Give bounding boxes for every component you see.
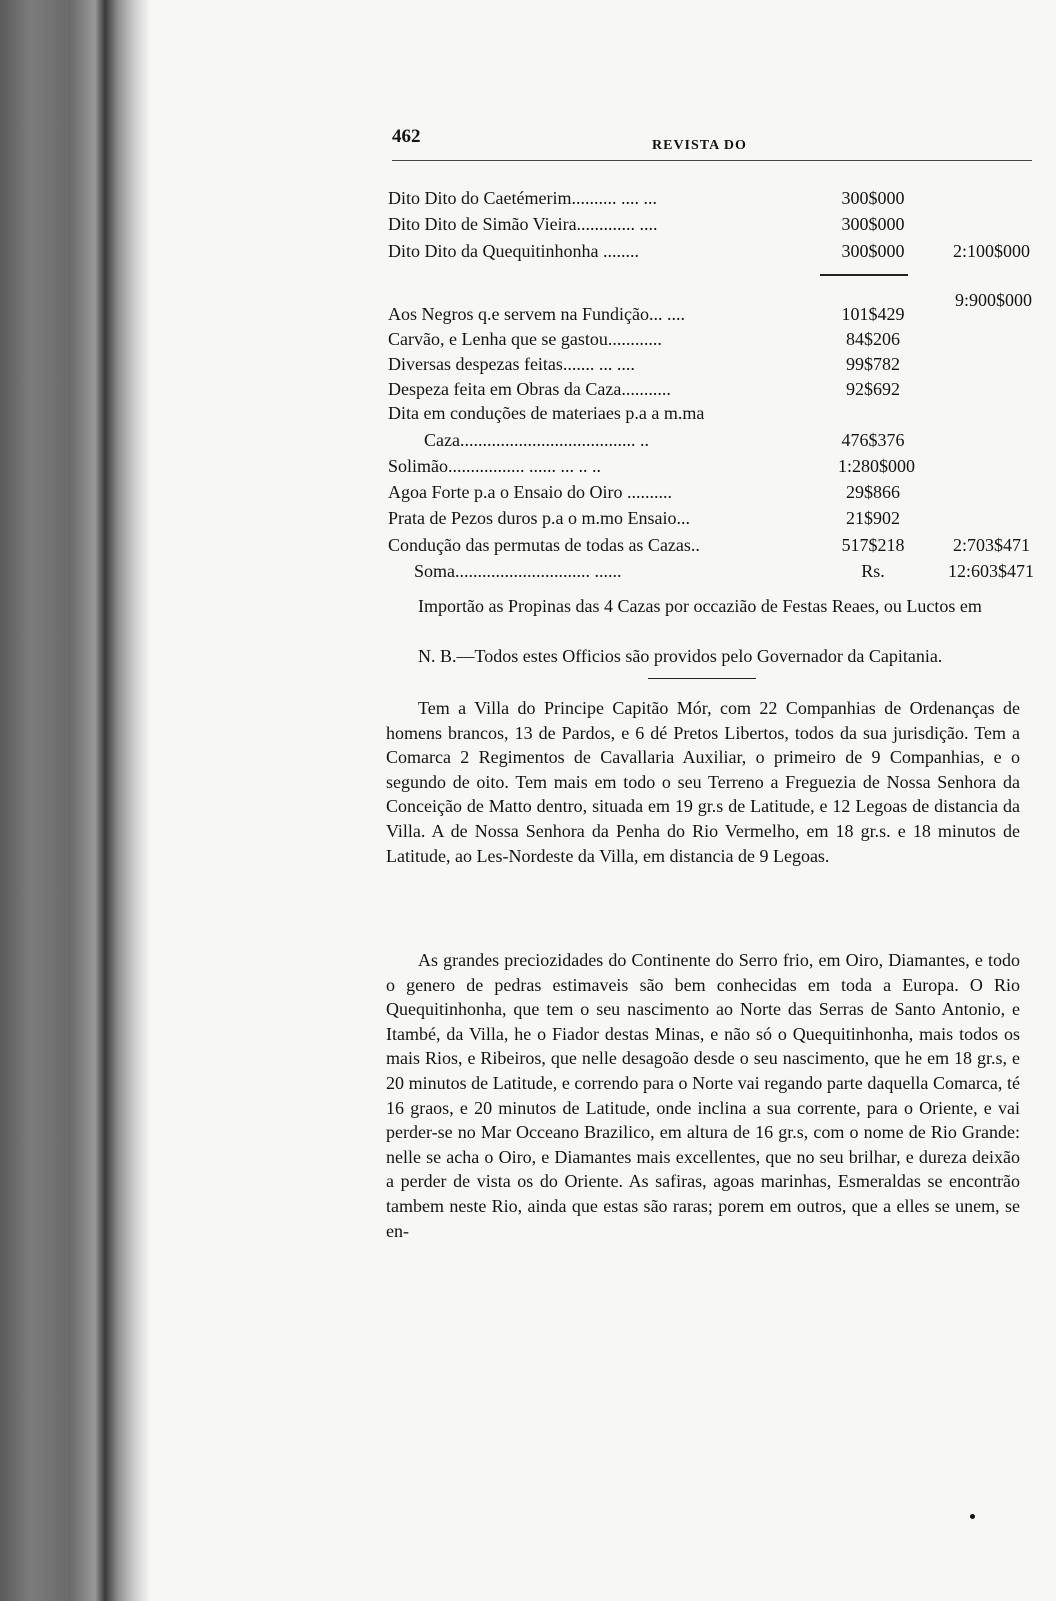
sum-currency: Rs.: [861, 561, 885, 581]
page-number: 462: [392, 126, 421, 147]
row-subtotal: 2:100$000: [952, 241, 1030, 261]
row-amount: 300$000: [841, 214, 905, 234]
row-label: Diversas despezas feitas....... ... ....: [388, 354, 635, 374]
row-amount: 476$376: [841, 430, 905, 450]
row-amount: 517$218: [841, 535, 905, 555]
row-label: Aos Negros q.e servem na Fundição... ....: [388, 304, 685, 324]
account-row: [388, 327, 1028, 351]
row-label: Condução das permutas de todas as Cazas..: [388, 535, 700, 555]
row-amount: 300$000: [841, 188, 905, 208]
sum-row: [388, 559, 1035, 583]
section-separator: [648, 678, 756, 679]
paragraph-propinas: Importão as Propinas das 4 Cazas por occazião de Festas Reaes, ou Luctos em: [418, 596, 982, 616]
row-amount: 21$902: [846, 508, 900, 528]
row-label: Dito Dito do Caetémerim.......... .... ...: [388, 188, 657, 208]
ink-speck: [970, 1514, 975, 1519]
row-amount: 300$000: [841, 241, 905, 261]
row-label: Solimão................. ...... ... .. ..: [388, 456, 602, 476]
row-subtotal: 2:703$471: [952, 535, 1030, 555]
row-label: Dito Dito da Quequitinhonha ........: [388, 241, 639, 261]
row-label: Carvão, e Lenha que se gastou............: [388, 329, 662, 349]
paragraph-preciozidades: As grandes preciozidades do Continente do Serro frio, em Oiro, Diamantes, e todo o genero de pedras estimaveis são bem conhecidas em toda a Europa. O Rio Quequitinhonha, que tem o seu nascimento ao Norte das Serras de Santo Antonio, e Itambé, da Villa, he o Fiador destas Minas, e não só o Quequitinhonha, mais todos os mais Rios, e Ribeiros, que nelle desagoão desde o seu nascimento, que he em 18 gr.s, e 20 minutos de Latitude, e correndo para o Norte vai regando parte daquella Comarca, té 16 graos, e 20 minutos de Latitude, onde inclina a sua corrente, para o Oriente, e vai perder-se no Mar Occeano Brazilico, em altura de 16 gr.s, com o nome de Rio Grande: nelle se acha o Oiro, e Diamantes mais excellentes, que no seu brilhar, e dureza deixão a perder de vista os do Oriente. As safiras, agoas marinhas, Esmeraldas se encontrão tambem neste Rio, ainda que estas são raras; porem em outros, que a elles se unem, se en-: [386, 950, 1020, 1241]
account-row: [388, 506, 1028, 530]
row-label: Dita em conduções de materiaes p.a a m.ma: [388, 403, 705, 423]
account-row: [388, 377, 1028, 401]
sum-total: 12:603$471: [948, 561, 1035, 581]
row-amount: 101$429: [841, 304, 905, 324]
paragraph-nota: N. B.—Todos estes Officios são providos pelo Governador da Capitania.: [418, 646, 943, 666]
row-label: Dito Dito de Simão Vieira............. ....: [388, 214, 658, 234]
paragraph-villa: Tem a Villa do Principe Capitão Mór, com 22 Companhias de Ordenanças de homens brancos, 13 de Pardos, e 6 dé Pretos Libertos, todos da sua jurisdição. Tem a Comarca 2 Regimentos de Cavallaria Auxiliar, o primeiro de 9 Companhias, e o segundo de oito. Tem mais em todo o seu Terreno a Freguezia de Nossa Senhora da Conceição de Matto dentro, situada em 19 gr.s de Latitude, e 12 Legoas de distancia da Villa. A de Nossa Senhora da Penha do Rio Vermelho, em 18 gr.s. e 18 minutos de Latitude, ao Les-Nordeste da Villa, em distancia de 9 Legoas.: [386, 698, 1020, 866]
sum-rule: [820, 274, 908, 276]
row-amount: 29$866: [846, 482, 900, 502]
account-row: [388, 401, 1028, 425]
row-amount: 1:280$000: [838, 456, 916, 476]
row-amount: 92$692: [846, 379, 900, 399]
binding-edge: [0, 0, 150, 1601]
account-row: [388, 186, 1028, 210]
row-label: Prata de Pezos duros p.a o m.mo Ensaio...: [388, 508, 690, 528]
sum-label: Soma.............................. ......: [414, 561, 622, 581]
row-amount: 99$782: [846, 354, 900, 374]
account-row: [388, 428, 1028, 452]
row-label: Despeza feita em Obras da Caza...........: [388, 379, 671, 399]
account-row: [388, 302, 1028, 326]
account-row: [388, 352, 1028, 376]
running-head: REVISTA DO: [652, 138, 747, 153]
row-amount: 84$206: [846, 329, 900, 349]
account-row: [388, 212, 1028, 236]
row-label: Agoa Forte p.a o Ensaio do Oiro ..........: [388, 482, 672, 502]
row-label: Caza....................................... ..: [424, 430, 649, 450]
header-rule: [392, 160, 1032, 161]
account-row: [388, 239, 1028, 263]
account-row: [388, 454, 1028, 478]
group1-total: 9:900$000: [954, 290, 1032, 310]
account-row: [388, 533, 1028, 557]
account-row: [388, 480, 1028, 504]
